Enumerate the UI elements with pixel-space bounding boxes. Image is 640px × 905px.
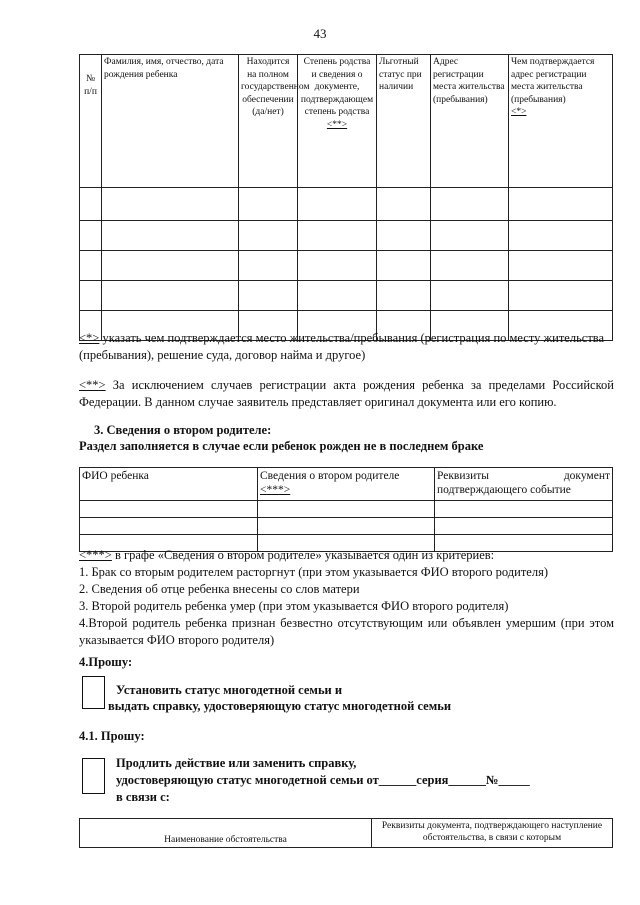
table-cell[interactable] <box>80 281 102 311</box>
col-benefit-status-header: Льготный статус при наличии <box>377 55 431 188</box>
extend-certificate-checkbox[interactable] <box>82 758 105 794</box>
table-cell[interactable] <box>298 281 377 311</box>
table-row <box>80 221 613 251</box>
criteria-item: 1. Брак со вторым родителем расторгнут (при этом указывается ФИО второго родителя) <box>79 565 548 579</box>
criteria-list <box>79 547 614 649</box>
col-address-proof-header <box>509 55 613 188</box>
document-header-word-1: Реквизиты <box>437 470 489 482</box>
table-cell[interactable] <box>239 221 298 251</box>
footnote-text: За исключением случаев регистрации акта рождения ребенка за пределами Российской Федерации. В данном случае заявитель представляет оригинал документа или его копию. <box>79 378 614 409</box>
criteria-intro <box>79 547 614 564</box>
table-cell[interactable] <box>80 188 102 221</box>
table-cell[interactable] <box>239 251 298 281</box>
table-cell[interactable] <box>298 188 377 221</box>
table-cell[interactable] <box>102 281 239 311</box>
footnote-mark: <***> <box>79 548 112 562</box>
table-row <box>80 501 613 518</box>
second-parent-table <box>79 467 613 552</box>
footnote-residence-proof <box>79 330 614 364</box>
criteria-item: 4.Второй родитель ребенка признан безвестно отсутствующим или объявлен умершим (при этом указывается ФИО второго родителя) <box>79 616 614 647</box>
table-cell[interactable] <box>102 221 239 251</box>
extend-line-3: в связи с: <box>116 790 170 804</box>
table-cell[interactable] <box>298 251 377 281</box>
second-parent-header-text: Сведения о втором родителе <box>260 470 400 482</box>
col-child-name-header: Фамилия, имя, отчество, дата рождения ребенка <box>102 55 239 188</box>
circumstances-table <box>79 818 613 848</box>
table-cell[interactable] <box>435 518 613 535</box>
col-circumstance-name-header: Наименование обстоятельства <box>80 819 372 848</box>
status-request-line-2: выдать справку, удостоверяющую статус многодетной семьи <box>108 699 452 713</box>
table-header-row <box>80 819 613 848</box>
section-4-title: 4.Прошу: <box>79 655 133 669</box>
table-cell[interactable] <box>239 281 298 311</box>
table-cell[interactable] <box>239 188 298 221</box>
col-state-support-header: Находится на полном государственном обеспечении (да/нет) <box>239 55 298 188</box>
page-number: 43 <box>313 26 327 41</box>
col-number-header: № п/п <box>80 55 102 188</box>
table-header-row <box>80 468 613 501</box>
table-cell[interactable] <box>80 251 102 281</box>
col-second-parent-header <box>258 468 435 501</box>
status-request-line-1: Установить статус многодетной семьи и <box>116 683 343 697</box>
section-3-subtitle: Раздел заполняется в случае если ребенок рожден не в последнем браке <box>79 439 484 453</box>
table-cell[interactable] <box>102 188 239 221</box>
col-document-details-header <box>435 468 613 501</box>
table-cell[interactable] <box>377 251 431 281</box>
table-cell[interactable] <box>258 501 435 518</box>
table-cell[interactable] <box>80 518 258 535</box>
section-3-title: 3. Сведения о втором родителе: <box>94 423 272 437</box>
criteria-item: 3. Второй родитель ребенка умер (при этом указывается ФИО второго родителя) <box>79 599 509 613</box>
footnote-mark: <*> <box>79 331 100 345</box>
criteria-intro-text: в графе «Сведения о втором родителе» указывается один из критериев: <box>111 548 495 562</box>
status-request-checkbox[interactable] <box>82 676 105 709</box>
col-address-header: Адрес регистрации места жительства (пребывания) <box>431 55 509 188</box>
children-table <box>79 54 613 341</box>
table-row <box>80 188 613 221</box>
table-cell[interactable] <box>80 221 102 251</box>
table-cell[interactable] <box>80 501 258 518</box>
table-cell[interactable] <box>377 281 431 311</box>
table-cell[interactable] <box>431 281 509 311</box>
criteria-item: 2. Сведения об отце ребенка внесены со слов матери <box>79 582 360 596</box>
address-proof-footnote-mark: <*> <box>511 107 527 117</box>
col-relation-header <box>298 55 377 188</box>
table-cell[interactable] <box>298 221 377 251</box>
table-cell[interactable] <box>258 518 435 535</box>
table-cell[interactable] <box>102 251 239 281</box>
document-header-line-2: подтверждающего событие <box>437 484 571 496</box>
table-cell[interactable] <box>431 221 509 251</box>
col-child-fio-header: ФИО ребенка <box>80 468 258 501</box>
table-row <box>80 518 613 535</box>
relation-header-footnote-mark: <**> <box>326 119 348 130</box>
table-cell[interactable] <box>377 221 431 251</box>
table-cell[interactable] <box>431 251 509 281</box>
table-row <box>80 281 613 311</box>
table-cell[interactable] <box>509 221 613 251</box>
second-parent-footnote-mark: <***> <box>260 484 291 496</box>
document-header-word-2: документ <box>563 470 610 482</box>
table-cell[interactable] <box>509 188 613 221</box>
footnote-text: указать чем подтверждается место жительства/пребывания (регистрация по месту жительства (пребывания), решение суда, договор найма и другое) <box>79 331 605 362</box>
col-document-details-header: Реквизиты документа, подтверждающего наступление обстоятельства, в связи с которым <box>372 819 613 848</box>
address-proof-header-text: Чем подтверждается адрес регистрации места жительства (пребывания) <box>511 57 595 105</box>
footnote-birth-abroad <box>79 377 614 411</box>
table-cell[interactable] <box>509 251 613 281</box>
table-header-row <box>80 55 613 188</box>
table-cell[interactable] <box>431 188 509 221</box>
extend-line-2: удостоверяющую статус многодетной семьи от______серия______№_____ <box>116 773 530 787</box>
section-4-1-title: 4.1. Прошу: <box>79 729 145 743</box>
extend-line-1: Продлить действие или заменить справку, <box>116 756 357 770</box>
relation-header-text: Степень родства и сведения о документе, подтверждающем степень родства <box>300 57 374 117</box>
table-row <box>80 251 613 281</box>
table-cell[interactable] <box>509 281 613 311</box>
footnote-mark: <**> <box>79 378 106 392</box>
table-cell[interactable] <box>377 188 431 221</box>
table-cell[interactable] <box>435 501 613 518</box>
